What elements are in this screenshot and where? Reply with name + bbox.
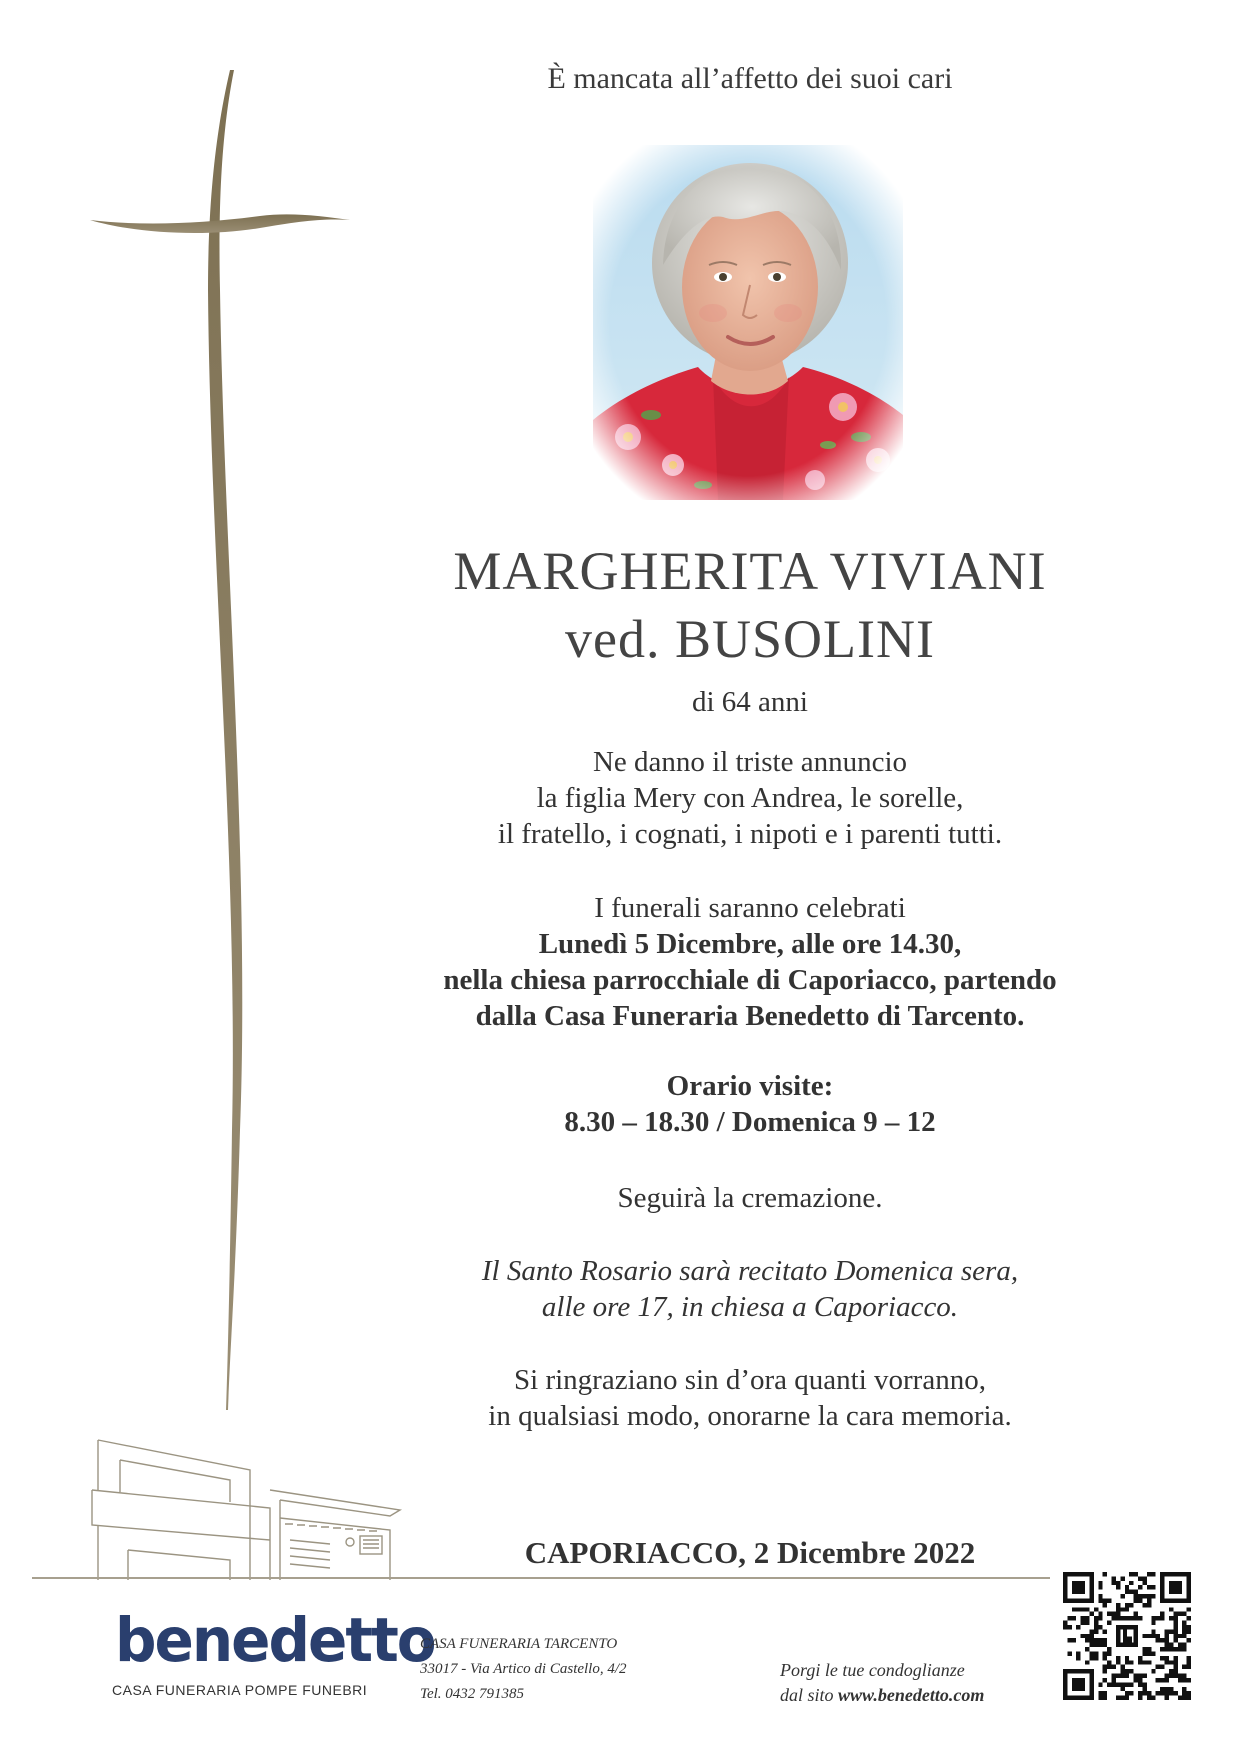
announcement-line: la figlia Mery con Andrea, le sorelle,: [536, 782, 964, 814]
company-tagline: CASA FUNERARIA POMPE FUNEBRI: [112, 1682, 368, 1698]
condolences-note: [780, 1658, 1080, 1708]
thanks-line: Si ringraziano sin d’ora quanti vorranno,: [514, 1364, 986, 1396]
funeral-line: nella chiesa parrocchiale di Caporiacco, partendo: [443, 964, 1057, 996]
website-link[interactable]: www.benedetto.com: [838, 1685, 985, 1705]
cremation-note: Seguirà la cremazione.: [617, 1182, 883, 1214]
funeral-intro: I funerali saranno celebrati: [594, 892, 906, 924]
deceased-age: di 64 anni: [692, 686, 808, 718]
condolences-prefix: dal sito: [780, 1685, 839, 1705]
thanks-line: in qualsiasi modo, onorarne la cara memoria.: [488, 1400, 1012, 1432]
intro-text: È mancata all’affetto dei suoi cari: [547, 62, 953, 95]
address-line: CASA FUNERARIA TARCENTO: [420, 1636, 618, 1652]
rosary-note: [380, 1253, 1120, 1325]
funeral-line: Lunedì 5 Dicembre, alle ore 14.30,: [538, 928, 962, 960]
announcement-text: [380, 744, 1120, 852]
announcement-line: Ne danno il triste annuncio: [592, 746, 908, 778]
deceased-name: MARGHERITA VIVIANI: [453, 541, 1047, 601]
building-icon: [30, 1430, 410, 1590]
visiting-hours-value: 8.30 – 18.30 / Domenica 9 – 12: [564, 1106, 936, 1138]
condolences-line: Porgi le tue condoglianze: [780, 1660, 965, 1680]
address-line: 33017 - Via Artico di Castello, 4/2: [420, 1661, 627, 1677]
rosary-line: alle ore 17, in chiesa a Caporiacco.: [541, 1291, 959, 1323]
announcement-line: il fratello, i cognati, i nipoti e i parenti tutti.: [497, 818, 1003, 850]
company-address: [420, 1632, 720, 1707]
deceased-married-name: ved. BUSOLINI: [565, 609, 935, 669]
footer-divider: [32, 1577, 1050, 1579]
rosary-line: Il Santo Rosario sarà recitato Domenica sera,: [481, 1255, 1019, 1287]
funeral-details: [380, 890, 1120, 1034]
cross-icon: [90, 70, 350, 1410]
thanks-note: [380, 1362, 1120, 1434]
visiting-hours-title: Orario visite:: [666, 1070, 834, 1102]
place-and-date: CAPORIACCO, 2 Dicembre 2022: [524, 1535, 976, 1570]
company-logo: benedetto: [115, 1604, 435, 1676]
qr-code[interactable]: [1063, 1572, 1191, 1700]
visiting-hours: [380, 1068, 1120, 1140]
portrait-photo: [593, 145, 903, 500]
funeral-line: dalla Casa Funeraria Benedetto di Tarcento.: [475, 1000, 1025, 1032]
condolences-line: [780, 1683, 1080, 1708]
address-line: Tel. 0432 791385: [420, 1686, 525, 1702]
